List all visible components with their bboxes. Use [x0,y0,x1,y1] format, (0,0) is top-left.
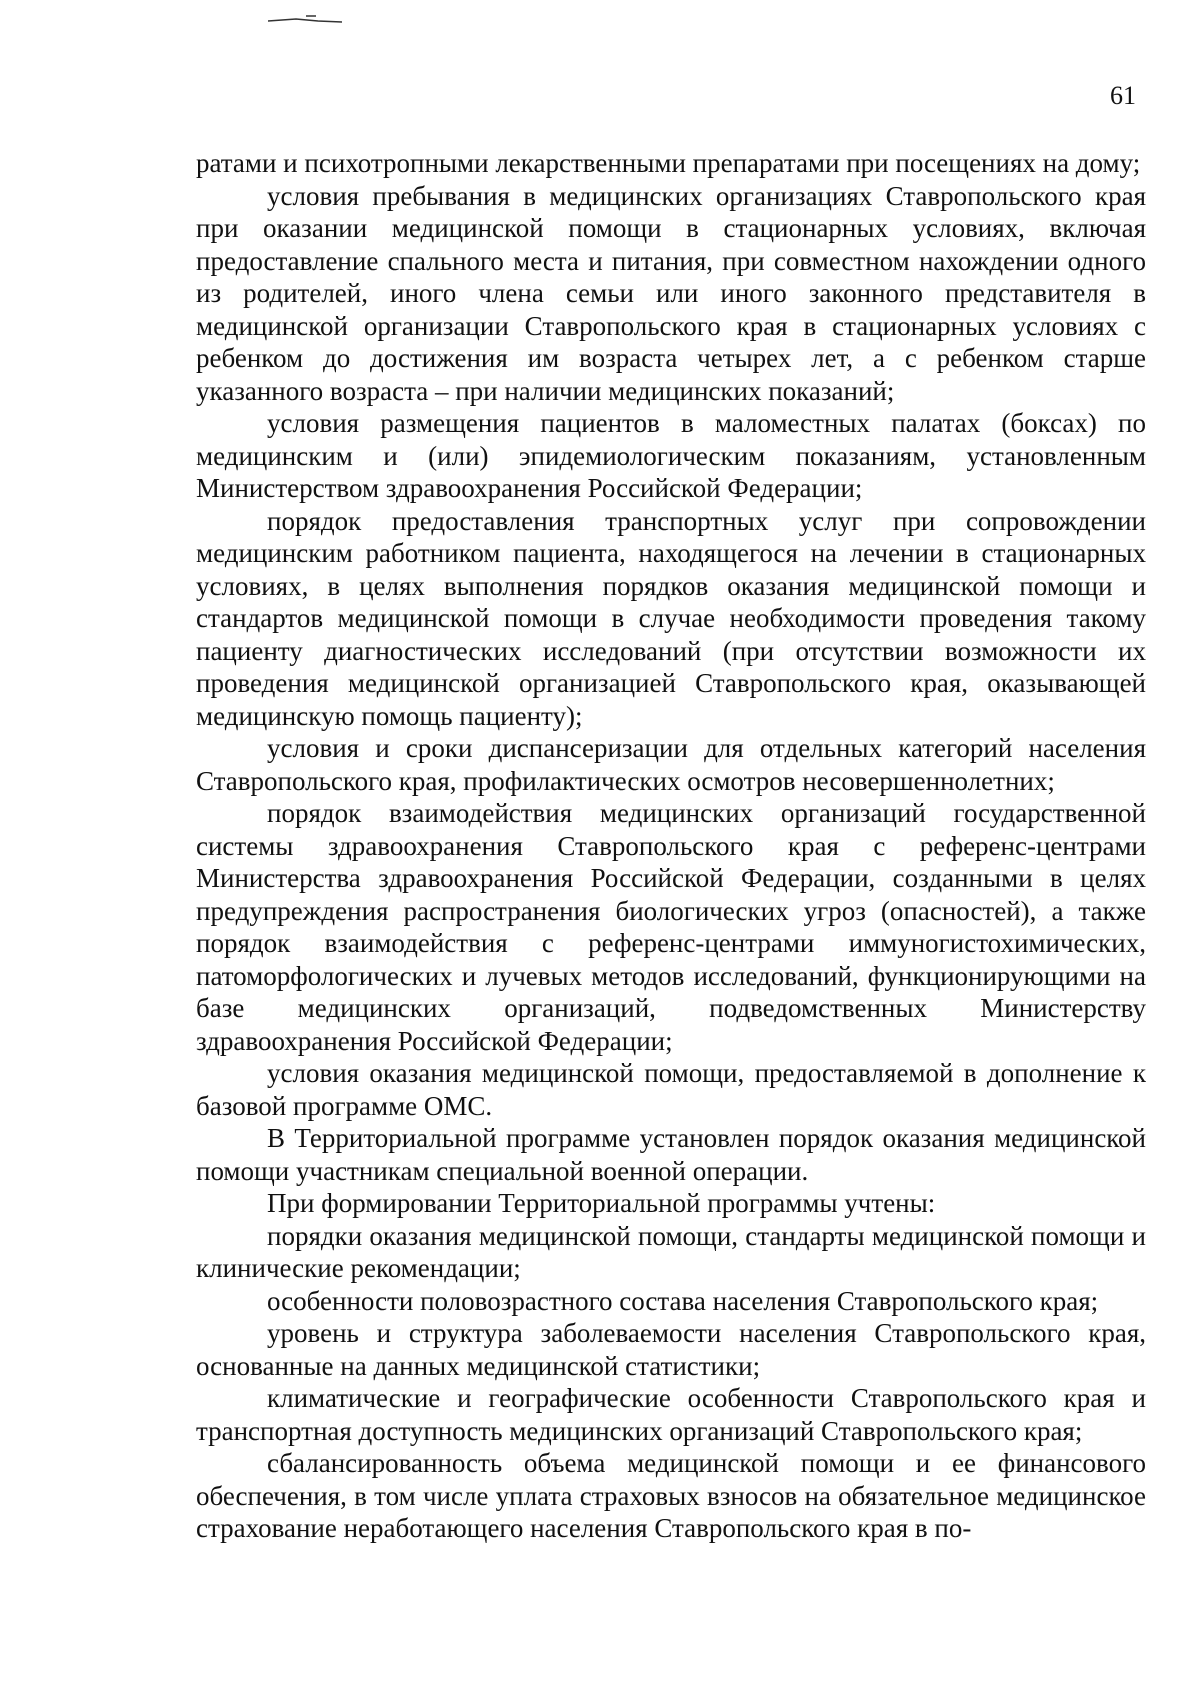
paragraph: уровень и структура заболеваемости населения Ставропольского края, основанные на данных медицинской статистики; [196,1318,1146,1381]
paragraph: условия пребывания в медицинских организациях Ставропольского края при оказании медицинской помощи в стационарных условиях, включая предоставление спального места и питания, при совместном нахождении одного из родителей, иного члена семьи или иного законного представителя в медицинской организации Ставропольского края в стационарных условиях с ребенком до достижения им возраста четырех лет, а с ребенком старше указанного возраста – при наличии медицинских показаний; [196,180,1146,406]
paragraph: особенности половозрастного состава населения Ставропольского края; [267,1285,1099,1316]
document-body [196,147,1146,1545]
page-number: 61 [1110,81,1136,110]
paragraph: условия оказания медицинской помощи, предоставляемой в дополнение к базовой программе ОМС. [196,1058,1146,1121]
paragraph: При формировании Территориальной программы учтены: [267,1188,936,1218]
paragraph: ратами и психотропными лекарственными препаратами при посещениях на дому; [196,148,1141,178]
paragraph: климатические и географические особенности Ставропольского края и транспортная доступность медицинских организаций Ставропольского края; [196,1383,1146,1446]
paragraph: порядок взаимодействия медицинских организаций государственной системы здравоохранения Ставропольского края с референс-центрами Министерства здравоохранения Российской Федерации, созданными в целях предупреждения распространения биологических угроз (опасностей), а также порядок взаимодействия с референс-центрами иммуногистохимических, патоморфологических и лучевых методов исследований, функционирующими на базе медицинских организаций, подведомственных Министерству здравоохранения Российской Федерации; [196,798,1146,1056]
paragraph: порядок предоставления транспортных услуг при сопровождении медицинским работником пациента, находящегося на лечении в стационарных условиях, в целях выполнения порядков оказания медицинской помощи и стандартов медицинской помощи в случае необходимости проведения такому пациенту диагностических исследований (при отсутствии возможности их проведения медицинской организацией Ставропольского края, оказывающей медицинскую помощь пациенту); [196,505,1146,731]
paragraph: сбалансированность объема медицинской помощи и ее финансового обеспечения, в том числе уплата страховых взносов на обязательное медицинское страхование неработающего населения Ставропольского края в по- [196,1448,1146,1543]
scan-artifact-mark [268,14,342,24]
paragraph: условия размещения пациентов в маломестных палатах (боксах) по медицинским и (или) эпидемиологическим показаниям, установленным Министерством здравоохранения Российской Федерации; [196,408,1146,503]
paragraph: В Территориальной программе установлен порядок оказания медицинской помощи участникам специальной военной операции. [196,1123,1146,1186]
paragraph: порядки оказания медицинской помощи, стандарты медицинской помощи и клинические рекомендации; [196,1220,1146,1283]
paragraph: условия и сроки диспансеризации для отдельных категорий населения Ставропольского края, профилактических осмотров несовершеннолетних; [196,733,1146,796]
